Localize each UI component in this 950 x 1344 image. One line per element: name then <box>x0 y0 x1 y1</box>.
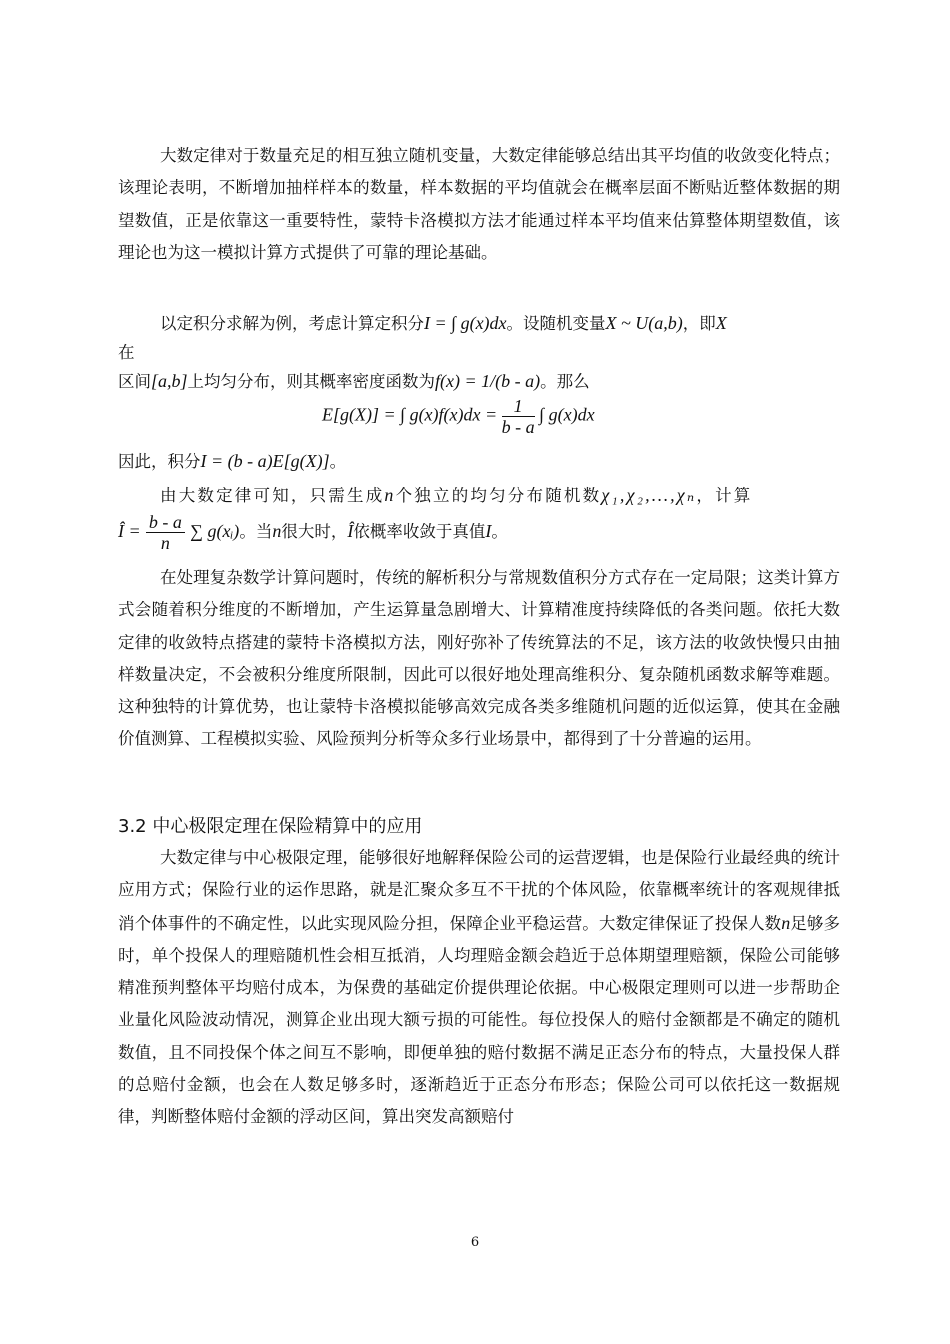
text: 。 <box>329 452 347 471</box>
section-heading: 3.2 中心极限定理在保险精算中的应用 <box>118 816 423 837</box>
text: 个独立的均匀分布随机数 <box>395 486 602 505</box>
paragraph-monte-carlo: 在处理复杂数学计算问题时，传统的解析积分与常规数值积分方式存在一定局限；这类计算方式会随着积分维度的不断增加，产生运算量急剧增大、计算精准度持续降低的各类问题。依托大数定律的收敛特点搭建的蒙特卡洛模拟方法，刚好弥补了传统算法的不足，该方法的收敛快慢只由抽样数量决定，不会被积分维度所限制，因此可以很好地处理高维积分、复杂随机函数求解等难题。这种独特的计算优势，也让蒙特卡洛模拟能够高效完成各类多维随机问题的近似运算，使其在金融价值测算、工程模拟实验、风险预判分析等众多行业场景中，都得到了十分普遍的运用。 <box>118 568 840 749</box>
line-estimator <box>118 512 508 553</box>
frac-den: b - a <box>501 417 535 437</box>
text: 依概率收敛于真值 <box>353 522 486 541</box>
text: 大数定律与中心极限定理，能够很好地解释保险公司的运营逻辑，也是保险行业最经典的统计应用方式；保险行业的运作思路，就是汇聚众多互不干扰的个体风险，依靠概率统计的客观规律抵消个体事件的不确定性，以此实现风险分担，保障企业平稳运营。大数定律保证了投保人数 <box>118 848 840 933</box>
var-n: n <box>272 521 282 541</box>
line-lln-sampling <box>160 484 753 507</box>
text: 以定积分求解为例，考虑计算定积分 <box>160 314 424 333</box>
equation-expectation <box>322 396 595 437</box>
var-i: I <box>485 521 492 541</box>
frac-num: 1 <box>502 396 535 417</box>
var-hat-i: Î <box>347 521 354 541</box>
text: 区间 <box>118 372 151 391</box>
estimator-fraction <box>146 512 185 553</box>
pdf-formula: f(x) = 1/(b - a) <box>435 371 541 391</box>
var-n: n <box>384 485 396 505</box>
random-variable-formula: X ~ U(a,b) <box>605 313 683 333</box>
text: 。那么 <box>540 372 590 391</box>
text: 足够多时，单个投保人的理赔随机性会相互抵消，人均理赔金额会趋近于总体期望理赔额，保险公司能够精准预判整体平均赔付成本，为保费的基础定价提供理论依据。中心极限定理则可以进一步帮助企业量化风险波动情况，测算企业出现大额亏损的可能性。每位投保人的赔付金额都是不确定的随机数值，且不同投保个体之间互不影响，即便单独的赔付数据不满足正态分布的特点，大量投保人群的总赔付金额，也会在人数足够多时，逐渐趋近于正态分布形态；保险公司可以依托这一数据规律，判断整体赔付金额的浮动区间，算出突发高额赔付 <box>118 913 841 1127</box>
frac-num: b - a <box>146 512 185 533</box>
page-number: 6 <box>470 1235 480 1250</box>
integral-formula: I = ∫ g(x)dx <box>424 313 507 333</box>
var-n: n <box>781 912 791 933</box>
eq-rhs: ∫ g(x)dx <box>539 404 595 425</box>
line-therefore <box>118 450 346 473</box>
eq-fraction <box>502 396 535 437</box>
paragraph-lln-intro: 大数定律对于数量充足的相互独立随机变量，大数定律能够总结出其平均值的收敛变化特点；该理论表明，不断增加抽样样本的数量，样本数据的平均值就会在概率层面不断贴近整体数据的期望数值，正是依靠这一重要特性，蒙特卡洛模拟方法才能通过样本平均值来估算整体期望数值，该理论也为这一模拟计算方式提供了可靠的理论基础。 <box>118 146 840 262</box>
line-interval <box>118 370 590 393</box>
text: 上均匀分布，则其概率密度函数为 <box>187 372 436 391</box>
var-x: X <box>715 313 727 333</box>
text: 因此，积分 <box>118 452 201 471</box>
text: ，即 <box>682 314 716 333</box>
frac-den: n <box>160 533 170 553</box>
estimator-hat-i: Î = <box>118 521 141 541</box>
line-integral-example <box>160 312 727 335</box>
text: 很大时， <box>281 522 348 541</box>
line-zai: 在 <box>118 343 135 362</box>
samples-formula: χ₁,χ₂,…,χₙ <box>601 485 697 505</box>
paragraph-insurance <box>118 842 840 1134</box>
estimator-sum: ∑ g(xᵢ) <box>190 521 240 541</box>
eq-lhs: E[g(X)] = ∫ g(x)f(x)dx = <box>322 404 498 425</box>
integral-expectation-formula: I = (b - a)E[g(X)] <box>200 451 330 471</box>
text: 。设随机变量 <box>506 314 606 333</box>
text: ，计算 <box>696 486 753 505</box>
text: 。 <box>491 522 508 541</box>
text: 。当 <box>239 522 273 541</box>
text: 由大数定律可知，只需生成 <box>160 486 385 505</box>
interval-formula: [a,b] <box>151 371 188 391</box>
